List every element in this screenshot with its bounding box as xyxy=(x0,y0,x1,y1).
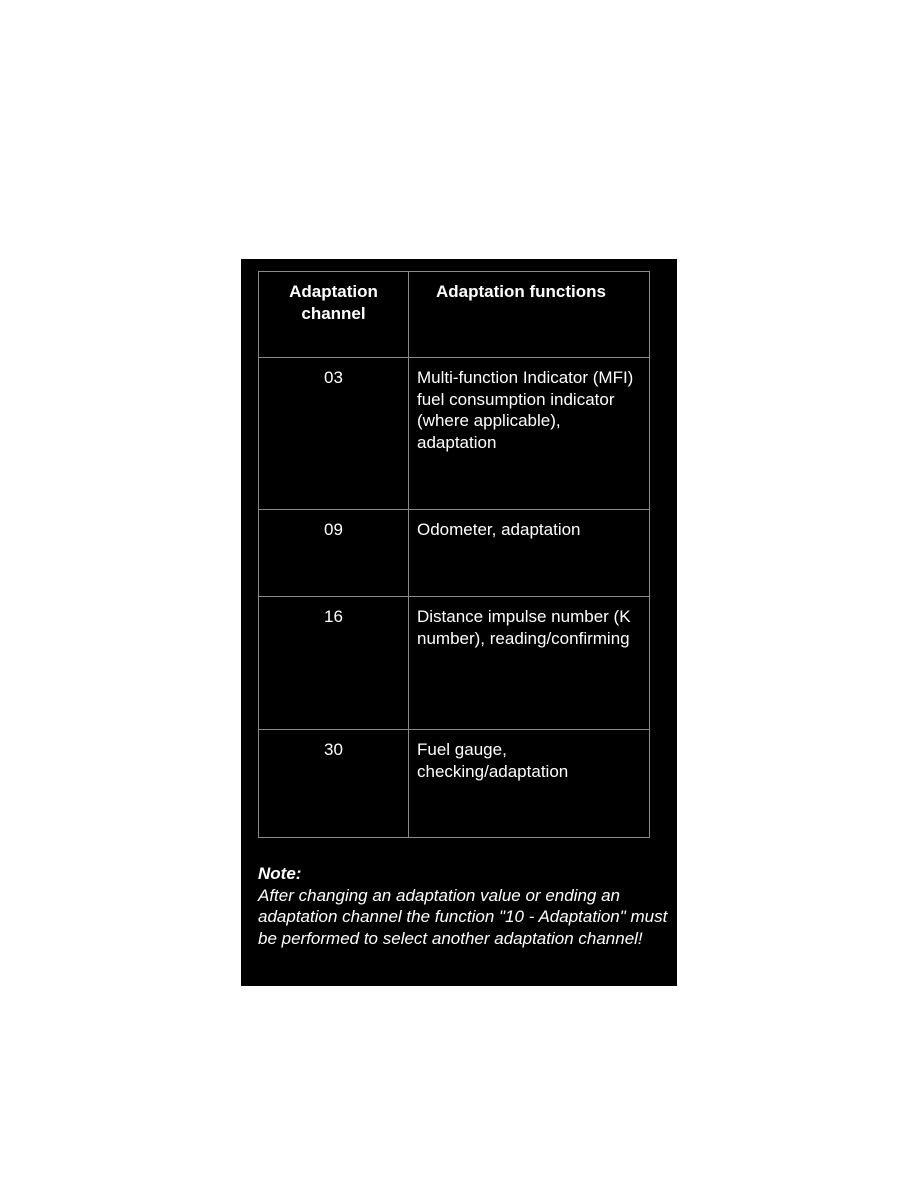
header-adaptation-channel: Adaptation channel xyxy=(259,272,409,358)
table-row xyxy=(259,510,650,597)
note-block xyxy=(258,863,668,949)
table-header-row xyxy=(259,272,650,358)
document-panel xyxy=(241,259,677,986)
note-title: Note: xyxy=(258,864,302,883)
adaptation-table xyxy=(258,271,650,838)
function-cell: Distance impulse number (K number), reading/confirming xyxy=(409,597,650,730)
channel-cell: 16 xyxy=(259,597,409,730)
table-row xyxy=(259,597,650,730)
channel-cell: 03 xyxy=(259,358,409,510)
channel-cell: 09 xyxy=(259,510,409,597)
channel-cell: 30 xyxy=(259,730,409,838)
function-cell: Multi-function Indicator (MFI) fuel consumption indicator (where applicable), adaptation xyxy=(409,358,650,510)
function-cell: Odometer, adaptation xyxy=(409,510,650,597)
header-adaptation-functions: Adaptation functions xyxy=(409,272,650,358)
table-row xyxy=(259,358,650,510)
function-cell: Fuel gauge, checking/adaptation xyxy=(409,730,650,838)
note-text: After changing an adaptation value or ending an adaptation channel the function "10 - Adaptation" must be performed to select another adaptation channel! xyxy=(258,885,668,948)
table-row xyxy=(259,730,650,838)
